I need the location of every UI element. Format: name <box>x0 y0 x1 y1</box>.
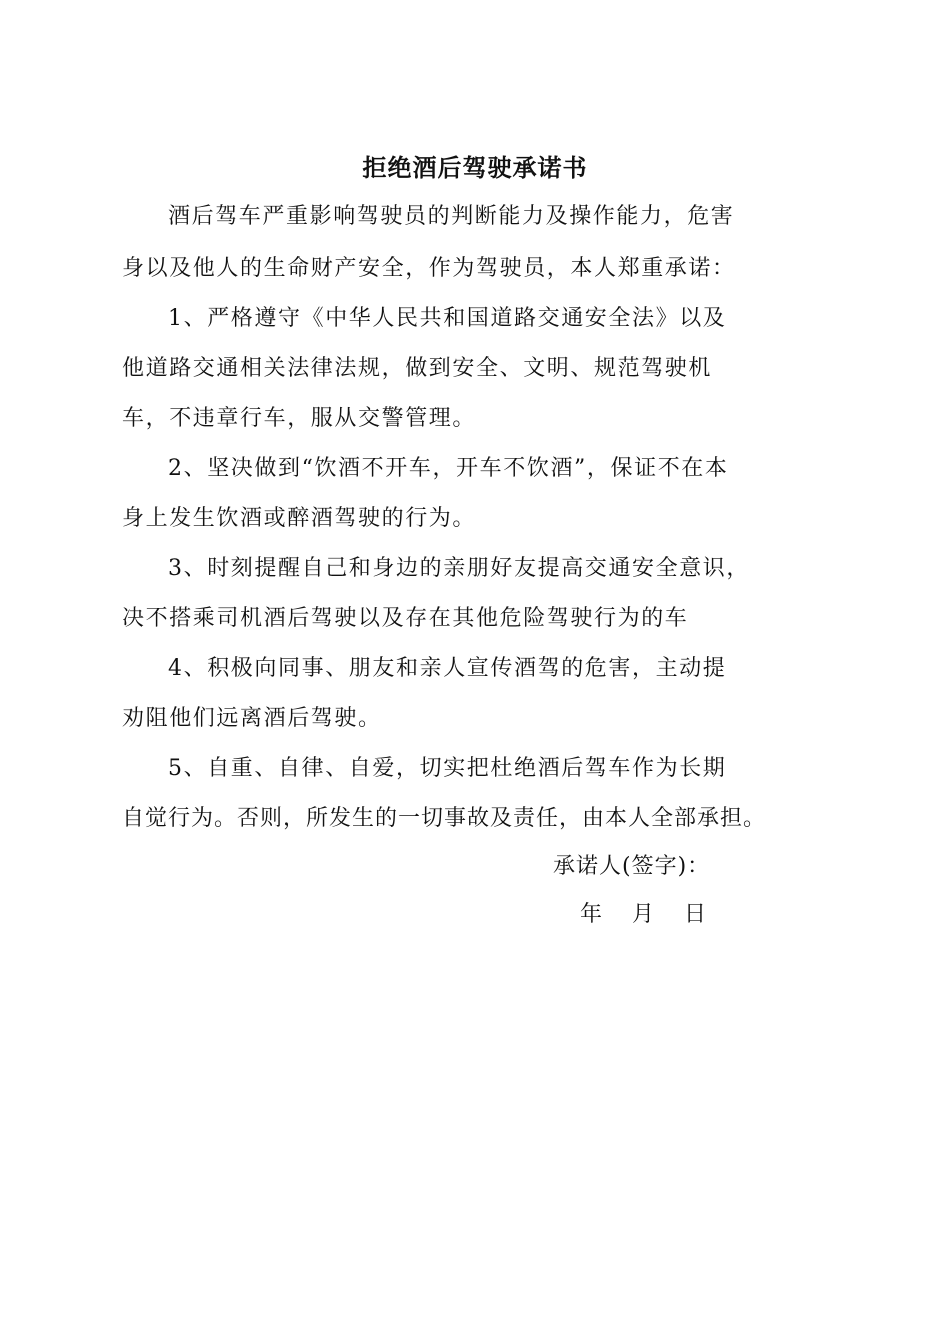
item-4-line-1: 4、积极向同事、朋友和亲人宣传酒驾的危害，主动提 <box>168 656 727 681</box>
document-title: 拒绝酒后驾驶承诺书 <box>362 153 588 182</box>
paragraph-intro-line-2: 身以及他人的生命财产安全，作为驾驶员，本人郑重承诺： <box>122 256 736 281</box>
item-5-line-1: 5、自重、自律、自爱，切实把杜绝酒后驾车作为长期 <box>168 756 727 781</box>
paragraph-intro-line-1: 酒后驾车严重影响驾驶员的判断能力及操作能力，危害 <box>168 204 735 229</box>
item-2-line-1: 2、坚决做到“饮酒不开车，开车不饮酒”，保证不在本 <box>168 456 729 481</box>
item-3-line-1: 3、时刻提醒自己和身边的亲朋好友提高交通安全意识， <box>168 556 750 581</box>
item-2-line-2: 身上发生饮酒或醉酒驾驶的行为。 <box>122 506 477 531</box>
date-line <box>580 898 706 932</box>
item-4-line-2: 劝阻他们远离酒后驾驶。 <box>122 706 382 731</box>
date-day: 日 <box>684 902 707 927</box>
signature-label: 承诺人(签字)： <box>553 854 711 879</box>
date-month: 月 <box>632 902 655 927</box>
item-1-line-1: 1、严格遵守《中华人民共和国道路交通安全法》以及 <box>168 306 727 331</box>
item-1-line-2: 他道路交通相关法律法规，做到安全、文明、规范驾驶机 <box>122 356 713 381</box>
item-5-line-2: 自觉行为。否则，所发生的一切事故及责任，由本人全部承担。 <box>122 806 767 831</box>
item-3-line-2: 决不搭乘司机酒后驾驶以及存在其他危险驾驶行为的车 <box>122 606 689 631</box>
item-1-line-3: 车，不违章行车，服从交警管理。 <box>122 406 477 431</box>
date-year: 年 <box>580 902 603 927</box>
